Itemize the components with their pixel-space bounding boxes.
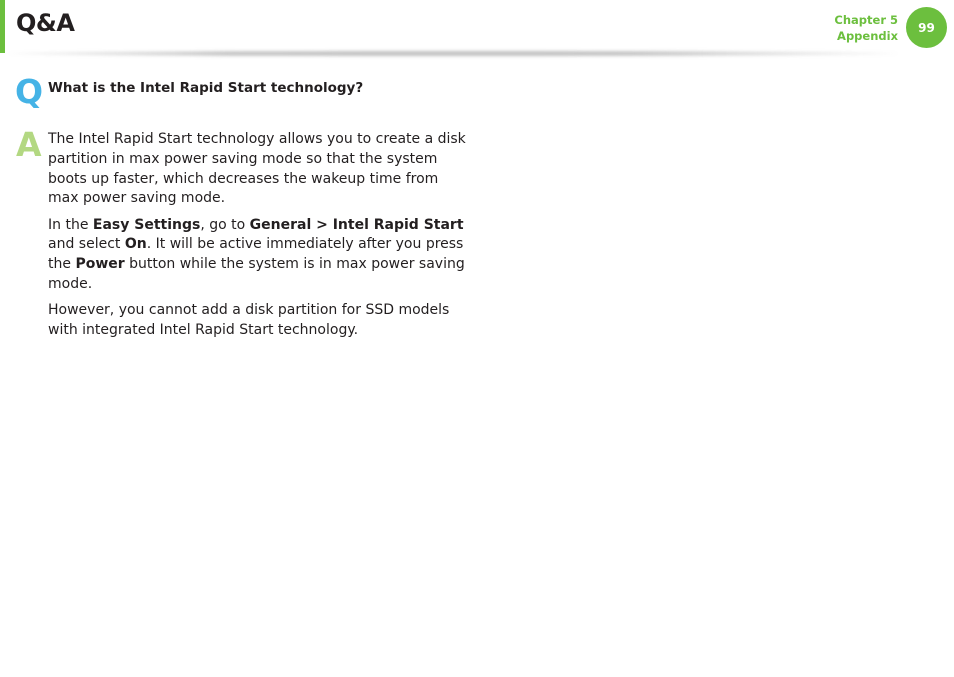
power-button-term: Power <box>75 256 125 273</box>
answer-text: button while the system is in max power saving mode. <box>48 256 465 293</box>
page-title: Q&A <box>16 9 75 37</box>
answer-paragraph-2 <box>48 216 468 295</box>
option-on: On <box>124 236 147 253</box>
page-number-badge: 99 <box>906 7 947 48</box>
header-accent-bar <box>0 0 5 53</box>
header-divider <box>8 51 898 56</box>
menu-path-general-rapid-start: General > Intel Rapid Start <box>249 216 464 233</box>
question-marker: Q <box>15 72 44 111</box>
chapter-number: Chapter 5 <box>834 13 898 27</box>
answer-text: , go to <box>200 216 250 233</box>
menu-term-easy-settings: Easy Settings <box>92 216 201 233</box>
answer-paragraph-1: The Intel Rapid Start technology allows you to create a disk partition in max power saving mode so that the system boots up faster, which decreases the wakeup time from max power saving mode. <box>48 131 466 207</box>
chapter-name: Appendix <box>837 29 898 43</box>
answer-text: . It will be active immediately after you press the <box>48 236 464 273</box>
answer-text: In the <box>48 216 93 233</box>
answer-text: and select <box>48 236 125 253</box>
answer-paragraph-3: However, you cannot add a disk partition for SSD models with integrated Intel Rapid Start technology. <box>48 302 450 339</box>
answer-marker: A <box>16 125 42 164</box>
chapter-label <box>834 12 898 44</box>
question-text: What is the Intel Rapid Start technology? <box>48 80 364 96</box>
answer-body <box>48 130 468 347</box>
